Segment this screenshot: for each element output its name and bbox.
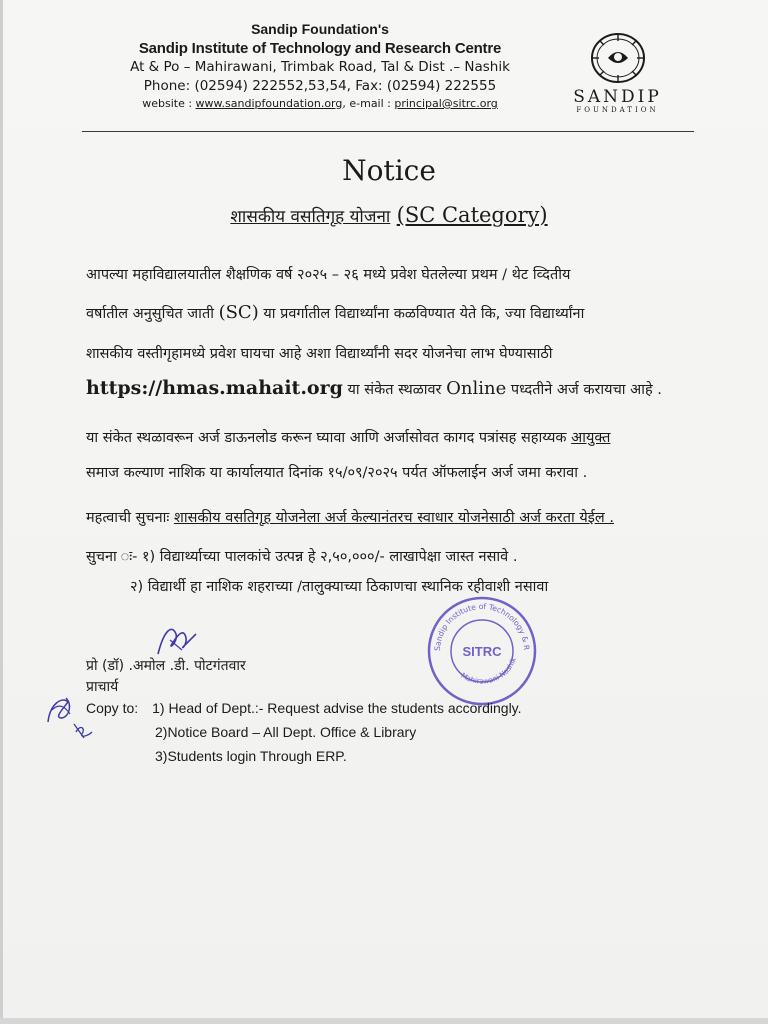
body-line-4	[86, 378, 706, 400]
body-line-2-part-c: या प्रवर्गातील विद्यार्थ्यांना कळविण्यात येते कि, ज्या विद्यार्थ्यांना	[258, 306, 585, 322]
website-prefix: website :	[142, 97, 196, 110]
body-line-6: समाज कल्याण नाशिक या कार्यालयात दिनांक १५/०९/२०२५ पर्यत ऑफलाईन अर्ज जमा करावा .	[86, 465, 588, 481]
logo-wordmark: SANDIP	[573, 87, 662, 107]
important-note	[86, 508, 706, 528]
body-line-2-part-a: वर्षातील अनुसुचित जाती	[86, 306, 219, 322]
application-url[interactable]: https://hmas.mahait.org	[86, 377, 343, 399]
page-bottom-edge	[0, 1018, 768, 1024]
email-prefix: , e-mail :	[342, 97, 395, 110]
copy-to-label: Copy to:	[86, 700, 139, 716]
body-line-5	[86, 428, 706, 448]
foundation-name: Sandip Foundation's	[251, 21, 389, 37]
body-line-2	[86, 303, 706, 324]
subtitle-marathi: शासकीय वसतिगृह योजना	[230, 207, 391, 227]
copy-to-line-1	[86, 698, 522, 718]
stamp-center: SITRC	[462, 644, 502, 659]
copy-to-item: 3)Students login Through ERP.	[155, 748, 347, 764]
stamp-ring-top: Sandip Institute of Technology & R	[432, 601, 532, 652]
body-line-5-part-a: या संकेत स्थळावरून अर्ज डाऊनलोड करून घ्यावा आणि अर्जासोवत कागद पत्रांसह सहाय्यक	[86, 430, 572, 446]
principal-name: प्रो (डॉ) .अमोल .डी. पोटगंतवार	[86, 658, 246, 674]
sandip-logo	[555, 32, 680, 116]
email-link[interactable]: principal@sitrc.org	[394, 97, 498, 110]
svg-text:Mahirawani Nashik	[459, 655, 518, 685]
svg-text:Sandip Institute of Technology	[425, 594, 531, 651]
principal-title: प्राचार्य	[86, 679, 119, 695]
body-line-4-part-d: पध्दतीने अर्ज करायचा आहे .	[506, 382, 662, 398]
body-line-4-part-b: या संकेत स्थळावर	[342, 382, 447, 398]
body-line-5-part-b: आयुक्त	[571, 430, 611, 446]
notice-subtitle	[0, 200, 768, 232]
copy-to-item: 2)Notice Board – All Dept. Office & Library	[155, 724, 417, 740]
note-1: सुचना ः- १) विद्यार्थ्याच्या पालकांचे उत्पन्न हे २,५०,०००/- लाखापेक्षा जास्त नसावे .	[86, 549, 518, 565]
important-label: महत्वाची सुचनाः	[86, 510, 174, 526]
note-2: २) विद्यार्थी हा नाशिक शहराच्या /तालुक्याच्या ठिकाणचा स्थानिक रहीवाशी नसावा	[130, 579, 549, 595]
stamp-ring-bottom: Mahirawani Nashik	[459, 656, 519, 686]
website-link[interactable]: www.sandipfoundation.org	[195, 97, 343, 110]
institute-phone: Phone: (02594) 222552,53,54, Fax: (02594) 222555	[143, 78, 497, 94]
header-divider	[82, 131, 694, 132]
institute-stamp	[425, 594, 539, 708]
online-word: Online	[446, 378, 507, 399]
important-text: शासकीय वसतिगृह योजनेला अर्ज केल्यानंतरच स्वाधार योजनेसाठी अर्ज करता येईल .	[173, 510, 614, 526]
logo-subtitle: FOUNDATION	[576, 106, 659, 114]
contact-line	[100, 96, 540, 112]
body-line-3: शासकीय वस्तीगृहामध्ये प्रवेश घायचा आहे अशा विद्यार्थ्यांनी सदर योजनेचा लाभ घेण्यासाठी	[86, 346, 553, 362]
subtitle-english: (SC Category)	[396, 203, 548, 227]
notice-title: Notice	[342, 154, 436, 187]
copy-to-item: 1) Head of Dept.:- Request advise the students accordingly.	[152, 700, 522, 716]
sandip-foundation-emblem-icon	[590, 32, 646, 84]
institute-address: At & Po – Mahirawani, Trimbak Road, Tal & Dist .– Nashik	[130, 59, 510, 75]
body-line-1: आपल्या महाविद्यालयातील शैक्षणिक वर्ष २०२५ – २६ मध्ये प्रवेश घेतलेल्या प्रथम / थेट व्दितीय	[86, 267, 571, 283]
letterhead	[100, 20, 540, 112]
sc-abbrev: (SC)	[218, 302, 259, 323]
institute-name: Sandip Institute of Technology and Research Centre	[138, 40, 502, 57]
